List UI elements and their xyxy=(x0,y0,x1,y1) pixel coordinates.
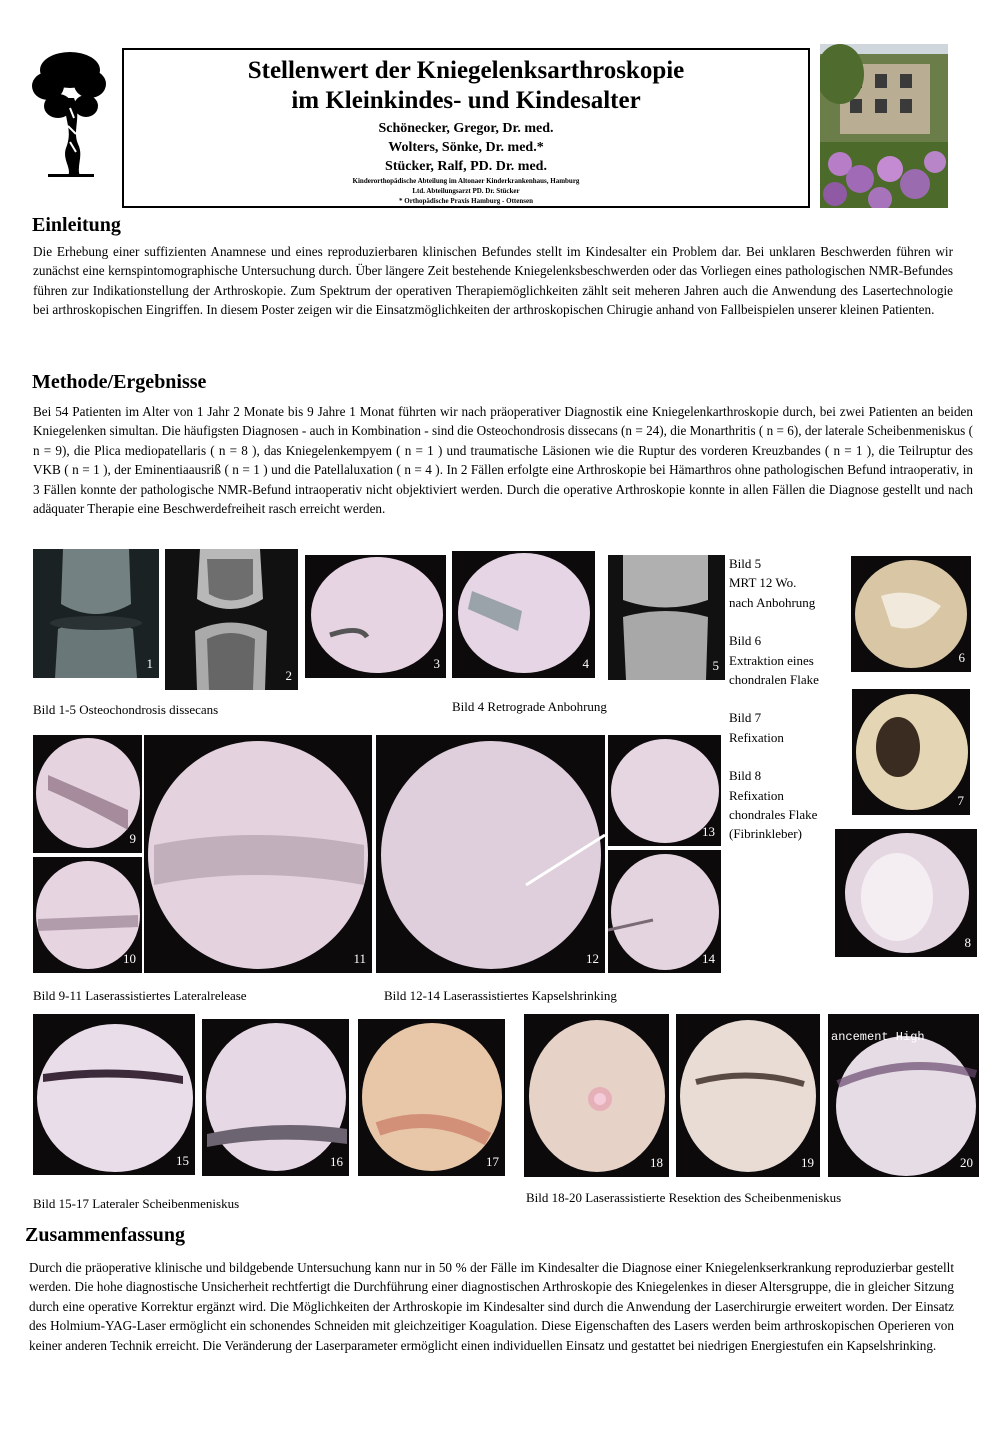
bild6-line1: Extraktion eines xyxy=(729,652,814,668)
photo-number: 12 xyxy=(586,951,599,966)
photo-13-scope xyxy=(608,735,721,846)
photo-number: 3 xyxy=(433,656,440,671)
photo-5-mri xyxy=(608,555,725,680)
caption-bild-4: Bild 4 Retrograde Anbohrung xyxy=(452,699,607,714)
photo-11-scope xyxy=(144,735,372,973)
photo-12-scope xyxy=(376,735,605,973)
bild8-label: Bild 8 xyxy=(729,768,762,784)
photo-14-scope xyxy=(608,850,721,973)
photo-19-scope xyxy=(676,1014,820,1177)
bild7-label: Bild 7 xyxy=(729,710,762,726)
intro-paragraph: Die Erhebung einer suffizienten Anamnese und eines reproduzierbaren klinischen Befundes stellt im Kindesalter ein Problem dar. Bei unklaren Beschwerden führen wir zunächst eine kernspintomographische Untersuchung durch. Über längere Zeit bestehende Kniegelenksbeschwerden oder das Vorliegen eines pathologischen NMR-Befundes führen zur Indikationstellung der Arthroskopie. Zum Spektrum der operativen Therapiemöglichkeiten zählt seit meheren Jahren auch die Anwendung des Lasertechnologie bei arthroskopischen Eingriffen. In diesem Poster zeigen wir die Einsatzmöglichkeiten der arthroskopischen Chirugie anhand von Fallbeispielen unserer kleinen Patienten. xyxy=(33,244,953,318)
photo-8-scope xyxy=(835,829,977,957)
photo-number: 2 xyxy=(285,668,292,683)
photo-number: 15 xyxy=(176,1153,189,1168)
caption-bild-9-11: Bild 9-11 Laserassistiertes Lateralrelease xyxy=(33,988,247,1003)
author-3: Stücker, Ralf, PD. Dr. med. xyxy=(385,159,547,174)
photo-16-scope xyxy=(202,1019,349,1176)
photo-15-scope xyxy=(33,1014,195,1175)
poster-title-line1: Stellenwert der Kniegelenksarthroskopie xyxy=(247,57,685,84)
author-2: Wolters, Sönke, Dr. med.* xyxy=(388,140,544,155)
photo-number: 16 xyxy=(330,1154,343,1169)
caption-bild-1-5: Bild 1-5 Osteochondrosis dissecans xyxy=(33,702,219,717)
photo-number: 6 xyxy=(958,650,965,665)
photo-number: 11 xyxy=(353,951,366,966)
photo-number: 1 xyxy=(146,656,153,671)
photo-number: 4 xyxy=(582,656,589,671)
section-title-intro: Einleitung xyxy=(32,214,121,236)
affiliation-1: Kinderorthopädische Abteilung im Altonaer Kinderkrankenhaus, Hamburg xyxy=(352,177,580,185)
side-notes xyxy=(729,554,819,844)
photo-6-scope xyxy=(851,556,971,672)
section-title-method: Methode/Ergebnisse xyxy=(32,371,207,393)
photo-1-xray xyxy=(33,549,159,678)
affiliation-2: Ltd. Abteilungsarzt PD. Dr. Stücker xyxy=(412,187,520,195)
photo-number: 20 xyxy=(960,1155,973,1170)
author-1: Schönecker, Gregor, Dr. med. xyxy=(378,121,554,136)
photo-3-scope xyxy=(305,555,446,678)
bild6-line2: chondralen Flake xyxy=(729,672,819,688)
tree-logo-icon xyxy=(28,48,110,180)
photo-20-scope xyxy=(828,1014,979,1177)
photo-number: 19 xyxy=(801,1155,814,1170)
photo-2-mri xyxy=(165,549,298,690)
bild8-line1: Refixation xyxy=(729,787,784,803)
poster-header xyxy=(122,48,810,208)
caption-bild-12-14: Bild 12-14 Laserassistiertes Kapselshrinking xyxy=(384,988,617,1003)
photo-number: 7 xyxy=(957,793,964,808)
photo-number: 9 xyxy=(129,831,136,846)
poster-title-line2: im Kleinkindes- und Kindesalter xyxy=(291,87,641,114)
section-title-summary: Zusammenfassung xyxy=(25,1224,186,1246)
photo-17-scope xyxy=(358,1019,505,1176)
photo-number: 5 xyxy=(712,658,719,673)
bild8-line3: (Fibrinkleber) xyxy=(729,826,802,842)
photo-number: 18 xyxy=(650,1155,663,1170)
affiliation-3: * Orthopädische Praxis Hamburg - Ottensen xyxy=(399,197,533,205)
hospital-building-photo xyxy=(820,44,948,208)
photo-4-scope xyxy=(452,551,595,678)
photo-number: 8 xyxy=(964,935,971,950)
summary-paragraph: Durch die präoperative klinische und bildgebende Untersuchung kann nur in 50 % der Fälle im Kindesalter die Diagnose einer Kniegelenkserkrankung reproduzierbar gestellt werden. Die hohe diagnostische Unsicherheit rechtfertigt die Durchführung einer diagnostischen Arthroskopie des Kniegelenkes in dieser Altersgruppe, die in gleicher Sitzung durch eine operative Korrektur ergänzt wird. Die Möglichkeiten der Arthroskopie im Kindesalter sind durch die Anwendung der Laserchirurgie erweitert worden. Der Einsatz des Holmium-YAG-Laser ermöglicht ein schonendes Schneiden mit gleichzeitiger Koagulation. Diese Eigenschaften des Lasers werden beim arthroskopischen Operieren von keiner anderen Technik erreicht. Die Veränderung der Laserparameter ermöglicht einen individuellen Einsatz und gestattet bei niedrigen Energiestufen ein Kapselshrinking. xyxy=(29,1260,954,1353)
photo-9-scope xyxy=(33,735,142,853)
caption-bild-18-20: Bild 18-20 Laserassistierte Resektion des Scheibenmeniskus xyxy=(526,1190,842,1205)
bild5-label: Bild 5 xyxy=(729,556,762,571)
bild8-line2: chondrales Flake xyxy=(729,807,818,823)
photo-7-scope xyxy=(852,689,970,815)
caption-bild-15-17: Bild 15-17 Lateraler Scheibenmeniskus xyxy=(33,1196,240,1211)
bild6-label: Bild 6 xyxy=(729,633,762,649)
photo-18-scope xyxy=(524,1014,669,1177)
bild7-line1: Refixation xyxy=(729,729,784,745)
photo-10-scope xyxy=(33,857,142,973)
enhancement-overlay-text: ancement High xyxy=(831,1030,925,1044)
photo-number: 17 xyxy=(486,1154,499,1169)
photo-number: 13 xyxy=(702,824,715,839)
bild5-line2: nach Anbohrung xyxy=(729,594,816,610)
photo-number: 10 xyxy=(123,951,136,966)
method-paragraph: Bei 54 Patienten im Alter von 1 Jahr 2 Monate bis 9 Jahre 1 Monat führten wir nach präoperativer Diagnostik eine Kniegelenkarthroskopie durch, bei zwei Patienten an beiden Kniegelenken simultan. Die häufigsten Diagnosen - auch in Kombination - sind die Osteochondrosis dissecans (n = 24), die Monarthritis ( n = 6), der laterale Scheibenmeniskus ( n = 9), die Plica mediopatellaris ( n = 8 ), das Kniegelenkempyem ( n = 1 ) und traumatische Läsionen wie die Ruptur des vorderen Kreuzbandes ( n = 1 ), die Teilruptur des VKB ( n = 1 ), der Eminentiaausriß ( n = 1 ) und die Patellaluxation ( n = 4 ). In 2 Fällen erfolgte eine Arthroskopie bei Hämarthros ohne pathologischen Befund intraoperativ, in 3 Fällen konnte der pathologische NMR-Befund intraoperativ nicht objektiviert werden. Durch die operative Arthroskopie konnte in allen Fällen die Diagnose gestellt und nach adäquater Therapie eine Beschwerdefreiheit rasch erreicht werden. xyxy=(33,404,973,517)
photo-number: 14 xyxy=(702,951,715,966)
bild5-line1: MRT 12 Wo. xyxy=(729,575,797,591)
